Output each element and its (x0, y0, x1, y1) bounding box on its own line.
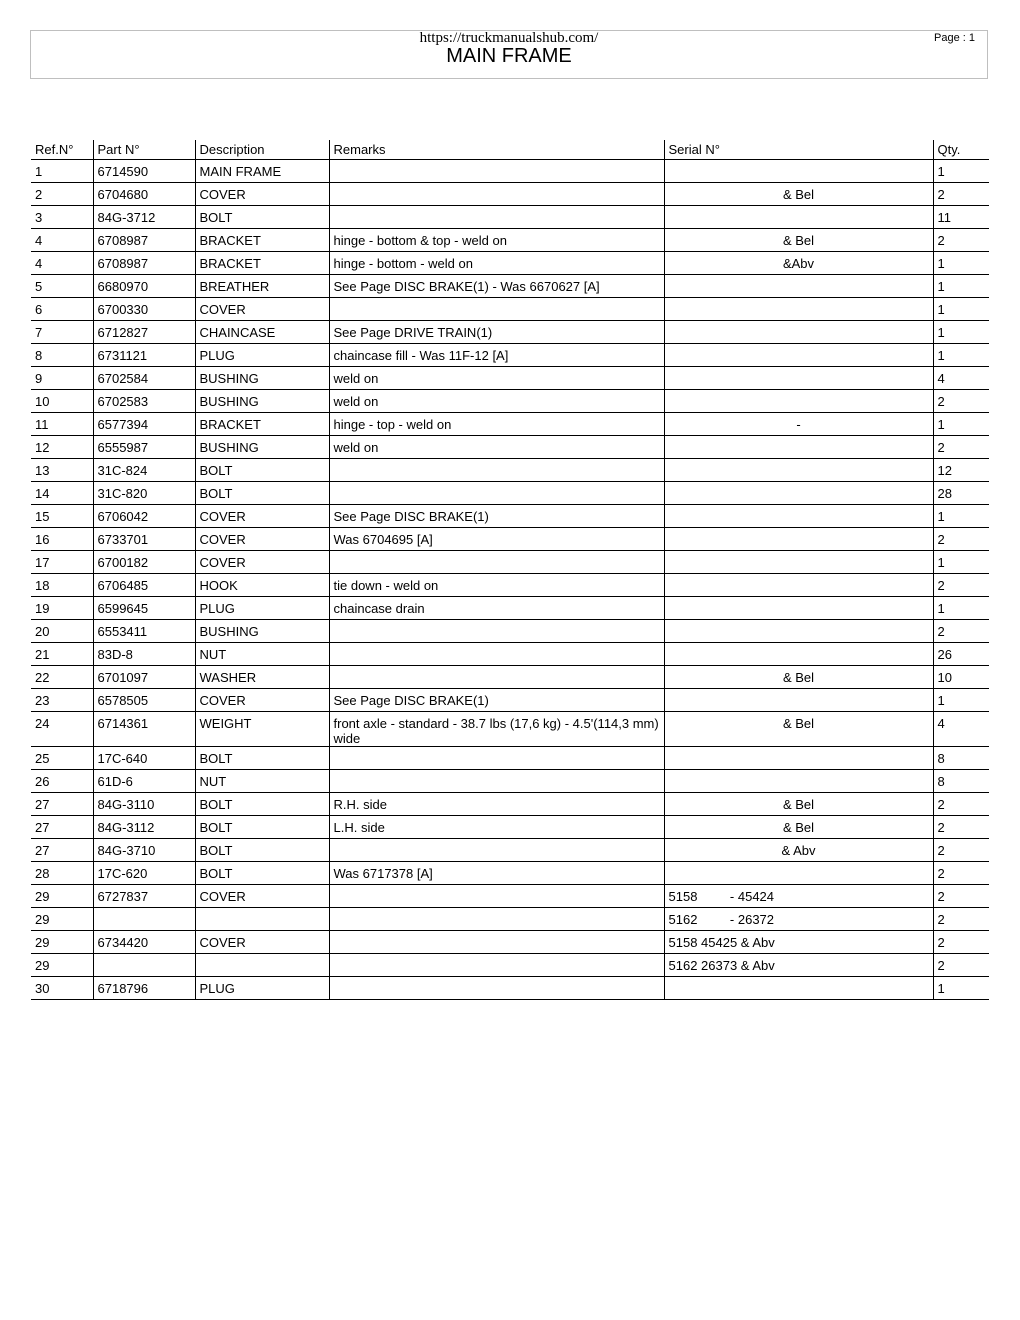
cell-qty: 10 (933, 666, 989, 689)
cell-serial (664, 436, 933, 459)
cell-description (195, 954, 329, 977)
cell-description: HOOK (195, 574, 329, 597)
cell-description: CHAINCASE (195, 321, 329, 344)
cell-remarks (329, 747, 664, 770)
cell-qty: 2 (933, 574, 989, 597)
table-row (31, 793, 989, 816)
cell-qty: 2 (933, 793, 989, 816)
cell-ref: 27 (31, 839, 93, 862)
cell-serial (664, 229, 933, 252)
cell-remarks (329, 643, 664, 666)
cell-remarks (329, 183, 664, 206)
cell-qty: 1 (933, 252, 989, 275)
page-header (30, 30, 988, 79)
cell-description: COVER (195, 885, 329, 908)
cell-serial (664, 275, 933, 298)
cell-serial (664, 321, 933, 344)
table-row (31, 666, 989, 689)
cell-part-number: 61D-6 (93, 770, 195, 793)
cell-description: BRACKET (195, 229, 329, 252)
cell-serial (664, 505, 933, 528)
cell-ref: 21 (31, 643, 93, 666)
cell-remarks: L.H. side (329, 816, 664, 839)
cell-remarks: See Page DISC BRAKE(1) (329, 689, 664, 712)
cell-remarks: Was 6717378 [A] (329, 862, 664, 885)
cell-qty: 1 (933, 298, 989, 321)
serial-range-text: & Abv (781, 843, 816, 858)
cell-qty: 1 (933, 275, 989, 298)
cell-part-number: 6734420 (93, 931, 195, 954)
cell-qty: 2 (933, 620, 989, 643)
cell-serial (664, 770, 933, 793)
cell-ref: 28 (31, 862, 93, 885)
cell-description: PLUG (195, 597, 329, 620)
table-row (31, 597, 989, 620)
table-row (31, 252, 989, 275)
cell-remarks (329, 931, 664, 954)
cell-ref: 29 (31, 885, 93, 908)
cell-remarks (329, 482, 664, 505)
table-row (31, 390, 989, 413)
serial-range-text: & Bel (782, 716, 815, 731)
cell-remarks (329, 954, 664, 977)
table-row (31, 839, 989, 862)
cell-part-number: 6708987 (93, 252, 195, 275)
cell-ref: 29 (31, 954, 93, 977)
cell-part-number: 6577394 (93, 413, 195, 436)
cell-description: BRACKET (195, 413, 329, 436)
cell-ref: 23 (31, 689, 93, 712)
cell-remarks: See Page DISC BRAKE(1) (329, 505, 664, 528)
table-row (31, 298, 989, 321)
cell-serial (664, 977, 933, 1000)
cell-qty: 2 (933, 908, 989, 931)
cell-description: BOLT (195, 793, 329, 816)
cell-part-number: 6553411 (93, 620, 195, 643)
cell-serial (664, 620, 933, 643)
cell-ref: 6 (31, 298, 93, 321)
cell-serial (664, 793, 933, 816)
cell-ref: 17 (31, 551, 93, 574)
cell-part-number: 6733701 (93, 528, 195, 551)
cell-part-number: 6702583 (93, 390, 195, 413)
cell-qty: 2 (933, 931, 989, 954)
cell-part-number: 6578505 (93, 689, 195, 712)
cell-ref: 14 (31, 482, 93, 505)
serial-range-text: & Bel (782, 187, 815, 202)
cell-part-number: 6727837 (93, 885, 195, 908)
cell-part-number: 6714361 (93, 712, 195, 747)
cell-description (195, 908, 329, 931)
cell-description: BRACKET (195, 252, 329, 275)
cell-remarks (329, 977, 664, 1000)
column-header-qty: Qty. (933, 140, 989, 160)
cell-description: BUSHING (195, 390, 329, 413)
cell-remarks (329, 885, 664, 908)
cell-description: BOLT (195, 839, 329, 862)
cell-ref: 13 (31, 459, 93, 482)
cell-remarks: chaincase fill - Was 11F-12 [A] (329, 344, 664, 367)
table-row (31, 344, 989, 367)
cell-qty: 26 (933, 643, 989, 666)
cell-qty: 12 (933, 459, 989, 482)
cell-remarks: front axle - standard - 38.7 lbs (17,6 kg) - 4.5'(114,3 mm) wide (329, 712, 664, 747)
parts-table-body (31, 160, 989, 1000)
table-row (31, 275, 989, 298)
cell-qty: 1 (933, 160, 989, 183)
cell-remarks: R.H. side (329, 793, 664, 816)
cell-description: BOLT (195, 747, 329, 770)
table-row (31, 954, 989, 977)
cell-ref: 1 (31, 160, 93, 183)
cell-serial (664, 862, 933, 885)
cell-part-number: 84G-3112 (93, 816, 195, 839)
cell-serial (664, 712, 933, 747)
cell-serial (664, 643, 933, 666)
cell-ref: 26 (31, 770, 93, 793)
cell-serial (664, 367, 933, 390)
cell-part-number: 6712827 (93, 321, 195, 344)
cell-serial (664, 298, 933, 321)
cell-part-number: 6700330 (93, 298, 195, 321)
page-title: MAIN FRAME (446, 45, 572, 67)
cell-remarks: hinge - bottom - weld on (329, 252, 664, 275)
cell-description: BOLT (195, 482, 329, 505)
cell-part-number: 17C-640 (93, 747, 195, 770)
cell-ref: 10 (31, 390, 93, 413)
cell-serial (664, 482, 933, 505)
parts-table (31, 140, 989, 1000)
cell-serial (664, 413, 933, 436)
cell-serial (664, 597, 933, 620)
cell-ref: 3 (31, 206, 93, 229)
cell-ref: 5 (31, 275, 93, 298)
column-header-description: Description (195, 140, 329, 160)
cell-qty: 1 (933, 597, 989, 620)
cell-part-number: 83D-8 (93, 643, 195, 666)
cell-ref: 27 (31, 816, 93, 839)
cell-ref: 27 (31, 793, 93, 816)
cell-description: BUSHING (195, 436, 329, 459)
cell-serial (664, 666, 933, 689)
cell-description: BREATHER (195, 275, 329, 298)
cell-remarks: chaincase drain (329, 597, 664, 620)
serial-range-text: & Bel (782, 233, 815, 248)
cell-qty: 11 (933, 206, 989, 229)
cell-part-number: 17C-620 (93, 862, 195, 885)
cell-qty: 4 (933, 367, 989, 390)
cell-remarks: weld on (329, 436, 664, 459)
cell-qty: 1 (933, 505, 989, 528)
cell-serial: 5162 26373 & Abv (664, 954, 933, 977)
cell-part-number: 31C-824 (93, 459, 195, 482)
cell-ref: 2 (31, 183, 93, 206)
cell-description: COVER (195, 505, 329, 528)
cell-serial (664, 839, 933, 862)
cell-part-number (93, 954, 195, 977)
cell-remarks (329, 666, 664, 689)
cell-part-number: 6701097 (93, 666, 195, 689)
cell-qty: 2 (933, 183, 989, 206)
serial-range-text: - (796, 417, 801, 432)
cell-remarks (329, 770, 664, 793)
cell-ref: 25 (31, 747, 93, 770)
cell-qty: 2 (933, 885, 989, 908)
cell-remarks (329, 206, 664, 229)
cell-qty: 2 (933, 816, 989, 839)
cell-qty: 8 (933, 770, 989, 793)
cell-serial (664, 252, 933, 275)
cell-qty: 2 (933, 839, 989, 862)
cell-remarks (329, 620, 664, 643)
cell-qty: 1 (933, 551, 989, 574)
cell-remarks (329, 908, 664, 931)
cell-part-number: 6706042 (93, 505, 195, 528)
cell-ref: 18 (31, 574, 93, 597)
cell-description: COVER (195, 298, 329, 321)
cell-serial (664, 344, 933, 367)
cell-ref: 8 (31, 344, 93, 367)
cell-qty: 8 (933, 747, 989, 770)
cell-remarks (329, 839, 664, 862)
cell-description: MAIN FRAME (195, 160, 329, 183)
table-row (31, 689, 989, 712)
cell-part-number: 6731121 (93, 344, 195, 367)
cell-description: COVER (195, 551, 329, 574)
cell-remarks (329, 160, 664, 183)
cell-serial (664, 160, 933, 183)
cell-part-number: 6718796 (93, 977, 195, 1000)
table-row (31, 551, 989, 574)
table-row (31, 206, 989, 229)
cell-qty: 2 (933, 862, 989, 885)
serial-range-text: & Bel (782, 820, 815, 835)
cell-qty: 4 (933, 712, 989, 747)
cell-ref: 30 (31, 977, 93, 1000)
table-row (31, 321, 989, 344)
cell-serial (664, 528, 933, 551)
cell-ref: 20 (31, 620, 93, 643)
cell-part-number: 6702584 (93, 367, 195, 390)
cell-serial: 5158 45425 & Abv (664, 931, 933, 954)
cell-qty: 2 (933, 528, 989, 551)
cell-ref: 9 (31, 367, 93, 390)
column-header-remarks: Remarks (329, 140, 664, 160)
cell-remarks (329, 459, 664, 482)
cell-description: COVER (195, 689, 329, 712)
column-header-serial: Serial N° (664, 140, 933, 160)
cell-part-number: 84G-3710 (93, 839, 195, 862)
table-row (31, 482, 989, 505)
cell-remarks (329, 298, 664, 321)
cell-remarks (329, 551, 664, 574)
cell-qty: 28 (933, 482, 989, 505)
table-row (31, 367, 989, 390)
cell-serial (664, 183, 933, 206)
cell-description: BOLT (195, 206, 329, 229)
table-row (31, 643, 989, 666)
cell-qty: 2 (933, 436, 989, 459)
column-header-part: Part N° (93, 140, 195, 160)
table-row (31, 528, 989, 551)
cell-qty: 1 (933, 413, 989, 436)
cell-serial (664, 816, 933, 839)
table-row (31, 436, 989, 459)
cell-ref: 4 (31, 229, 93, 252)
table-row (31, 862, 989, 885)
cell-qty: 1 (933, 977, 989, 1000)
cell-ref: 7 (31, 321, 93, 344)
cell-part-number: 6708987 (93, 229, 195, 252)
cell-ref: 24 (31, 712, 93, 747)
cell-ref: 12 (31, 436, 93, 459)
cell-serial (664, 689, 933, 712)
cell-remarks: See Page DRIVE TRAIN(1) (329, 321, 664, 344)
cell-serial (664, 574, 933, 597)
cell-description: BOLT (195, 862, 329, 885)
cell-serial (664, 206, 933, 229)
table-row (31, 413, 989, 436)
table-row (31, 574, 989, 597)
table-header-row (31, 140, 989, 160)
cell-description: BUSHING (195, 620, 329, 643)
cell-part-number: 6555987 (93, 436, 195, 459)
table-row (31, 160, 989, 183)
cell-qty: 1 (933, 344, 989, 367)
cell-part-number: 84G-3712 (93, 206, 195, 229)
table-row (31, 816, 989, 839)
cell-description: PLUG (195, 344, 329, 367)
cell-description: BUSHING (195, 367, 329, 390)
table-row (31, 459, 989, 482)
cell-qty: 1 (933, 689, 989, 712)
cell-description: PLUG (195, 977, 329, 1000)
cell-remarks: See Page DISC BRAKE(1) - Was 6670627 [A] (329, 275, 664, 298)
cell-part-number: 6714590 (93, 160, 195, 183)
site-url[interactable]: https://truckmanualshub.com/ (419, 30, 599, 46)
cell-ref: 22 (31, 666, 93, 689)
cell-description: NUT (195, 643, 329, 666)
cell-description: WEIGHT (195, 712, 329, 747)
cell-part-number: 6599645 (93, 597, 195, 620)
table-row (31, 505, 989, 528)
cell-qty: 2 (933, 954, 989, 977)
column-header-ref: Ref.N° (31, 140, 93, 160)
cell-ref: 15 (31, 505, 93, 528)
cell-serial (664, 390, 933, 413)
cell-serial (664, 747, 933, 770)
table-row (31, 183, 989, 206)
cell-description: BOLT (195, 459, 329, 482)
cell-remarks: hinge - top - weld on (329, 413, 664, 436)
cell-remarks: Was 6704695 [A] (329, 528, 664, 551)
cell-serial: 5162 - 26372 (664, 908, 933, 931)
cell-remarks: hinge - bottom & top - weld on (329, 229, 664, 252)
cell-description: COVER (195, 931, 329, 954)
table-row (31, 977, 989, 1000)
cell-serial: 5158 - 45424 (664, 885, 933, 908)
table-row (31, 885, 989, 908)
cell-description: COVER (195, 183, 329, 206)
cell-part-number: 6704680 (93, 183, 195, 206)
cell-ref: 29 (31, 931, 93, 954)
cell-remarks: weld on (329, 390, 664, 413)
cell-qty: 2 (933, 229, 989, 252)
cell-description: WASHER (195, 666, 329, 689)
table-row (31, 931, 989, 954)
cell-part-number (93, 908, 195, 931)
table-row (31, 770, 989, 793)
cell-qty: 1 (933, 321, 989, 344)
cell-remarks: weld on (329, 367, 664, 390)
cell-qty: 2 (933, 390, 989, 413)
table-row (31, 712, 989, 747)
serial-range-text: & Bel (782, 670, 815, 685)
table-row (31, 747, 989, 770)
cell-ref: 11 (31, 413, 93, 436)
cell-part-number: 6680970 (93, 275, 195, 298)
page-number: Page : 1 (934, 32, 975, 44)
cell-ref: 16 (31, 528, 93, 551)
table-row (31, 908, 989, 931)
cell-description: COVER (195, 528, 329, 551)
cell-part-number: 84G-3110 (93, 793, 195, 816)
serial-range-text: &Abv (782, 256, 815, 271)
cell-ref: 4 (31, 252, 93, 275)
cell-part-number: 31C-820 (93, 482, 195, 505)
cell-serial (664, 551, 933, 574)
cell-ref: 19 (31, 597, 93, 620)
cell-remarks: tie down - weld on (329, 574, 664, 597)
cell-ref: 29 (31, 908, 93, 931)
cell-description: NUT (195, 770, 329, 793)
table-row (31, 620, 989, 643)
cell-part-number: 6700182 (93, 551, 195, 574)
serial-range-text: & Bel (782, 797, 815, 812)
cell-serial (664, 459, 933, 482)
table-row (31, 229, 989, 252)
cell-description: BOLT (195, 816, 329, 839)
cell-part-number: 6706485 (93, 574, 195, 597)
